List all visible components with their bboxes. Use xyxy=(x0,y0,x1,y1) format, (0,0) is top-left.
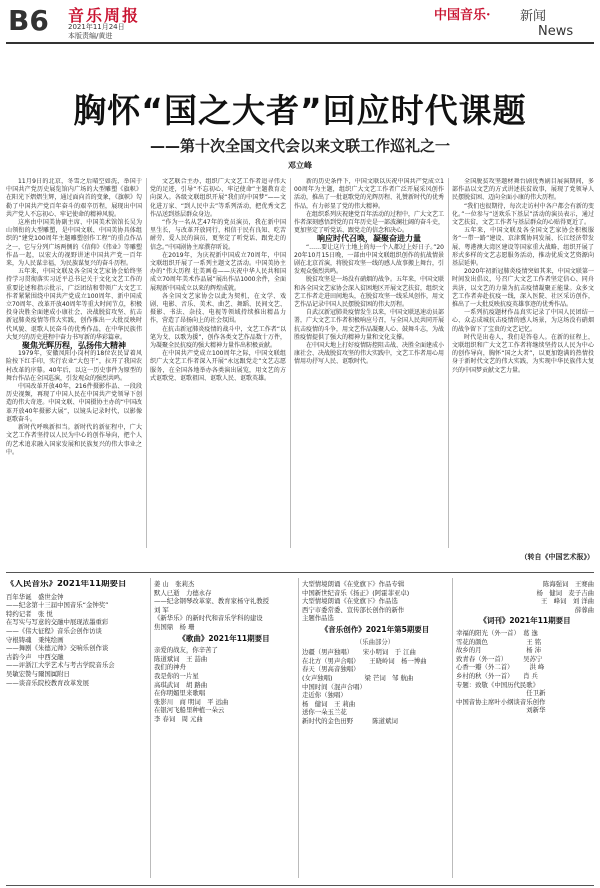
listing-item: 陈道斌词 王 喆曲 xyxy=(154,654,208,663)
listing-item: 古韵今声 中西交融 xyxy=(6,652,64,661)
column-divider xyxy=(146,178,147,548)
listing-item: 西宁市委常委、宣传部长创作的新作 xyxy=(302,605,405,614)
listing-item: (女声独唱) 梁 芒词 邹 航曲 xyxy=(302,673,414,682)
listing-subheading: （乐曲部分） xyxy=(355,637,395,646)
article-paragraph: 一系列抗疫题材作品真实记录了中国人民团结一心、众志成城抗击疫情的感人场景，为这场没有硝烟的战争留下了宝贵的文艺记忆。 xyxy=(452,309,594,333)
article-paragraph: 在中国共产党成立100周年之际，中国文联组织广大文艺工作者深入开展“永远跟党走”文艺志愿服务，在全国各地举办各类演出展览，用文艺的方式讴歌党、讴歌祖国、讴歌人民、讴歌英雄。 xyxy=(150,350,286,382)
listing-item: 王 峰词 刘 洋曲 xyxy=(540,597,594,606)
listing-heading: 《歌曲》2021年11期要目 xyxy=(178,633,270,643)
footer-rule xyxy=(6,885,594,886)
listing-lines xyxy=(302,580,448,623)
section-logo: 中国音乐· xyxy=(434,8,491,23)
article-paragraph: 在组织系列庆祝建党百年活动的过程中，广大文艺工作者深刻感悟到党的百年历史是一部波澜壮阔的奋斗史，更加坚定了听党话、跟党走的信念和决心。 xyxy=(294,210,444,235)
article-paragraph: 这座由中国美协副主席、中国美术馆馆长吴为山领衔的大型雕塑，是中国文联、中国美协具体组织的“建党100周年主题雕塑创作工程”的重点作品之一，它与分列广场两侧的《信仰》《伟业》等雕塑作品一起，以宏大的视野讲述中国共产党一百年来，为人民谋幸福，为民族谋复兴的奋斗历程。 xyxy=(6,219,142,268)
listing-item: 主题作品选 xyxy=(302,614,334,623)
listing-lines xyxy=(154,580,294,632)
article-subhead: 聚焦光辉历程，弘扬伟大精神 xyxy=(22,341,126,351)
listing-item: 送你一朵玉兰花 xyxy=(302,708,347,717)
article-paragraph: 五年来，中国文联及各全国文艺家协会始终坚持学习贯彻落实习近平总书记关于文化文艺工作的重要论述和指示批示，广泛团结和带领广大文艺工作者紧紧围绕中国共产党成立100周年、新中国成立70周年、改革开放40周年等重大时间节点，积极投身决胜全面建成小康社会、决战脱贫攻坚、抗击新冠肺炎疫情等伟大实践，创作推出一大批反映时代风貌、讴歌人民奋斗的优秀作品，在中华民族伟大复兴的历史进程中奋力书写新的华彩篇章。 xyxy=(6,268,142,341)
listing-ci-kan xyxy=(456,580,594,880)
listing-item: 新时代的金色田野 陈道斌词 xyxy=(302,716,398,725)
listing-yinyue-chuangzuo xyxy=(302,580,448,880)
article-paragraph: 在抗击新冠肺炎疫情的战斗中，文艺工作者“以笔为戈、以歌为援”，创作各类文艺作品数十万件，为凝聚全民抗疫的强大精神力量作出积极贡献。 xyxy=(150,325,286,350)
listing-item: 张影川 商 明词 平 远曲 xyxy=(154,697,229,706)
listing-item: ——评浙江大学艺术与考古学院音乐会 xyxy=(6,661,115,670)
listing-item: 中国时间（混声合唱） xyxy=(302,682,366,691)
listing-item: 刘 军 xyxy=(154,605,169,614)
article-paragraph: 全国脱贫攻坚题材舞台剧优秀剧目展演期间，多部作品以文艺的方式讲述扶贫故事，展现了党领导人民摆脱贫困、迈向全面小康的伟大历程。 xyxy=(452,178,594,202)
article-subtitle: ——第十次全国文代会以来文联工作巡礼之一 xyxy=(149,137,450,155)
article-column-3 xyxy=(294,178,444,548)
listing-item: 中国音协主席叶小纲谈音乐创作 xyxy=(456,697,546,706)
column-divider xyxy=(448,178,449,548)
issue-date: 2021年11月24日 xyxy=(68,23,125,31)
listing-heading: 《人民音乐》2021年11期要目 xyxy=(6,580,127,589)
listing-item: 杨 健词 麦子吉曲 xyxy=(536,588,594,597)
listing-item: 百年华诞 盛世金钟 xyxy=(6,592,64,601)
listing-item: 在北方（男声合唱） 王晓岭词 杨一博曲 xyxy=(302,656,427,665)
header-rule xyxy=(6,42,594,44)
listing-item: 在银河飞船里种植一朵云 xyxy=(154,706,225,715)
listing-item: 任卫新 xyxy=(456,689,546,698)
listing-item: 守根铸魂 秉纯绘画 xyxy=(6,635,64,644)
article-paragraph: 1979年，安徽凤阳小岗村的18位农民冒着风险按下红手印，实行农业“大包干”，拉开了我国农村改革的序幕。40年后，以这一历史事件为原型的舞台作品在全国巡演，引发观众的强烈共鸣。 xyxy=(6,350,142,382)
listing-item: 在你明媚里来歌唱 xyxy=(154,689,206,698)
column-divider xyxy=(452,578,453,878)
listing-item: 我们的神舟 xyxy=(154,663,186,672)
listing-item: 专题：致敬《中国历代民歌》 xyxy=(456,680,540,689)
listing-item: 我是你的一片星 xyxy=(154,671,199,680)
listing-item: ——舞剧《朱德元帅》交响乐创作谈 xyxy=(6,644,109,653)
column-divider xyxy=(298,578,299,878)
listing-item: 刘新华 xyxy=(456,706,546,715)
column-divider xyxy=(290,178,291,548)
page-number: B6 xyxy=(8,4,49,37)
section-rule xyxy=(6,572,594,573)
article-paragraph: 五年来，中国文联及各全国文艺家协会积极服务“一带一路”建设、京津冀协同发展、长江经济带发展、粤港澳大湾区建设等国家重大战略，组织开展了形式多样的文艺志愿服务活动，推动优质文艺资源向基层延伸。 xyxy=(452,227,594,268)
article-column-1 xyxy=(6,178,142,548)
column-divider xyxy=(150,578,151,878)
listing-heading: 《音乐创作》2021年第5期要目 xyxy=(320,624,430,634)
listing-item: 吴敏宏赞与爾国属附日 xyxy=(6,669,70,678)
article-paragraph: 脱贫攻坚是一场没有硝烟的战争。五年来，中国文联和各全国文艺家协会深入贫困地区开展文艺扶贫，组织文艺工作者走进田间地头，在脱贫攻坚一线采风创作，用文艺作品记录中国人民摆脱贫困的伟大历程。 xyxy=(294,276,444,309)
listing-heading: 《词刊》2021年11期要目 xyxy=(479,616,571,626)
listing-item: ——谈音乐院校教育改革发展 xyxy=(6,678,90,687)
listing-item: 故乡的月 杨 沛 xyxy=(456,646,542,655)
listing-item: 心香一瓣（外二首） 洪 峰 xyxy=(456,663,545,672)
listing-item: 乡村的秋（外一首） 肖 兵 xyxy=(456,671,538,680)
listing-item: ——纪念钢琴改革家、教育家杨守礼教授 xyxy=(154,597,270,606)
article-paragraph: 在中国大地上打好疫情防控阻击战、决胜全面建成小康社会、决战脱贫攻坚的伟大实践中，文艺工作者用心用情用功抒写人民、讴歌时代。 xyxy=(294,342,444,366)
article-column-2 xyxy=(150,178,286,548)
listing-item: 杨 健词 王 莉曲 xyxy=(302,699,356,708)
page-editor: 本版责编/黄进 xyxy=(68,32,113,40)
listing-gequ xyxy=(154,580,294,880)
listing-item: 中国新世纪音乐《扬正》(阿霍菲亚卓) xyxy=(302,588,410,597)
article-paragraph: 新的历史条件下，中国文联以庆祝中国共产党成立100周年为主题，组织广大文艺工作者广泛开展采风创作活动，推出了一批讴歌党的光辉历程、礼赞新时代的优秀作品，有力彰显了党的伟大精神。 xyxy=(294,178,444,210)
listing-lines xyxy=(456,629,594,715)
article-paragraph: 自武汉新冠肺炎疫情发生以来，中国文联迅速动员部署，广大文艺工作者积极响应号召，与全国人民共同开展抗击疫情的斗争，用文艺作品凝聚人心、鼓舞斗志，为战胜疫情提供了强大的精神力量和文化支撑。 xyxy=(294,309,444,341)
listing-item: 雪花的颜色 王 铭 xyxy=(456,637,542,646)
article-paragraph: 11月9日的北京，冬雪之后晴空如洗，举国于中国共产党历史展览馆内广场的大型雕塑《旗帜》在阳光下熠熠生辉，通过面向首的变象，《旗帜》勾勒了中国共产党百年奋斗的艰辛历程，展现出中国共产党人不忘初心、牢记使命的精神风貌。 xyxy=(6,178,142,218)
article-paragraph: 文艺联合主办，组织广大文艺工作者追寻伟大党的足迹，引导“不忘初心、牢记使命”主题教育走向深入。各级文联组织开展“我们的中国梦”——文化进万家、“到人民中去”等系列活动，把优秀文艺作品送到基层群众身边。 xyxy=(150,178,286,218)
listing-item: 特约记者 张 悦 xyxy=(6,609,53,618)
article-paragraph: “作为一名从艺47年的党员演员，我在新中国里生长，与改革开放同行，相信于民有良知、吃苦耐劳、爱人民的演员，更坚定了听党话、跟党走的信念。”中国剧协主席濮存昕说。 xyxy=(150,219,286,251)
listing-item: 大型情境朗诵《在党旗下》作品选 xyxy=(302,597,398,606)
listing-item: 默人已逝 力德永存 xyxy=(154,588,212,597)
listing-item: 焦国鼎 杨 珊 xyxy=(154,622,195,631)
article-subhead: 响应时代召唤，凝聚奋进力量 xyxy=(317,234,421,244)
listing-item: 亲爱的战友，你辛苦了 xyxy=(154,646,218,655)
newspaper-logo: 音乐周报 xyxy=(68,6,141,25)
listing-item: 李 春词 周 元曲 xyxy=(154,714,203,723)
listing-lines xyxy=(6,593,146,688)
article-paragraph: 在2019年，为庆祝新中国成立70周年，中国文联组织开展了一系列主题文艺活动。中国美协主办的“伟大历程 壮美画卷——庆祝中华人民共和国成立70周年美术作品展”展出作品1000余件，全面展现新中国成立以来的辉煌成就。 xyxy=(150,251,286,292)
article-paragraph: “……要让这片土地上的每一个人都过上好日子。”2020年10月15日晚，一部由中国文联组织创作的抗战情景剧在北京首演，将脱贫攻坚一线的感人故事搬上舞台，引发观众强烈共鸣。 xyxy=(294,243,444,276)
listing-item: 边疆（男声独唱） 宋小明词 于 江曲 xyxy=(302,648,416,657)
listing-item: 幸福的阳光（外一首） 葛 逸 xyxy=(456,628,538,637)
section-name-en: News xyxy=(538,24,574,39)
article-credit: （转自《中国艺术报》） xyxy=(520,553,594,561)
listing-item: 春天（男高音独唱） xyxy=(302,665,360,674)
listing-lines xyxy=(456,580,594,614)
listing-item: 《新华乐》的新时代和音乐学科的建设 xyxy=(154,614,263,623)
listing-renmin-yinyue xyxy=(6,580,146,880)
listing-item: 高琪武词 胡 路曲 xyxy=(154,680,208,689)
article-paragraph: 各全国文艺家协会以此为契机，在文学、戏剧、电影、音乐、美术、曲艺、舞蹈、民间文艺、摄影、书法、杂技、电视等领域持续推出精品力作，营造了昂扬向上的社会氛围。 xyxy=(150,292,286,325)
listing-item: 致青春（外一首） 吴苏宁 xyxy=(456,654,543,663)
listing-item: ——纪念第十三届中国音乐“金钟奖” xyxy=(6,601,109,610)
listing-item: 走近你（独唱） xyxy=(302,691,347,700)
article-headline: 胸怀“国之大者”回应时代课题 xyxy=(73,91,527,130)
listing-item: 姜 山 张莉杰 xyxy=(154,580,195,588)
listing-lines xyxy=(302,648,448,725)
article-column-4 xyxy=(452,178,594,548)
listing-item: ——《伟大征程》音乐会创作访谈 xyxy=(6,626,102,635)
article-paragraph: 新时代呼唤新担当。新时代的新征程中，广大文艺工作者坚持以人民为中心的创作导向，把个人的艺术追求融入国家发展和民族复兴的伟大事业之中。 xyxy=(6,424,142,456)
article-author: 邓立峰 xyxy=(288,161,312,170)
listing-item: 薛蓉曲 xyxy=(574,605,594,614)
section-name: 新闻 xyxy=(520,9,547,24)
article-paragraph: 中国改革开放40年，216件摄影作品、一段段历史视频，再现了中国人民在中国共产党领导下创造的伟大奇迹。中国文联、中国摄协主办的“中国改革开放40年摄影大展”，以镜头记录时代，以影像讴歌奋斗。 xyxy=(6,383,142,423)
article-paragraph: “我们也很期待，每次走访村中各户都会有新的变化。”一位参与“送欢乐下基层”活动的演员表示，通过文艺扶贫，文艺工作者与基层群众的心贴得更近了。 xyxy=(452,202,594,227)
listing-item: 陈海强词 王赛曲 xyxy=(542,580,594,588)
listing-item: 在写实与写意的交融中展现浓墨重彩 xyxy=(6,618,109,627)
listing-item: 大型情境朗诵《在党旗下》作品专辑 xyxy=(302,580,405,588)
listing-lines xyxy=(154,646,294,723)
article-paragraph: 2020年初新冠肺炎疫情突如其来，中国文联第一时间发出倡议，号召广大文艺工作者坚定信心、同舟共济，以文艺的力量为抗击疫情凝聚正能量。众多文艺工作者奔赴抗疫一线，深入医院、社区采访创作，推出了一大批反映抗疫英雄事迹的优秀作品。 xyxy=(452,268,594,309)
article-paragraph: 时代是出卷人，我们是答卷人。在新的征程上，文联组织和广大文艺工作者将继续坚持以人民为中心的创作导向，胸怀“国之大者”，以更加饱满的热情投身于新时代文艺的伟大实践，为实现中华民族伟大复兴的中国梦贡献文艺力量。 xyxy=(452,333,594,374)
